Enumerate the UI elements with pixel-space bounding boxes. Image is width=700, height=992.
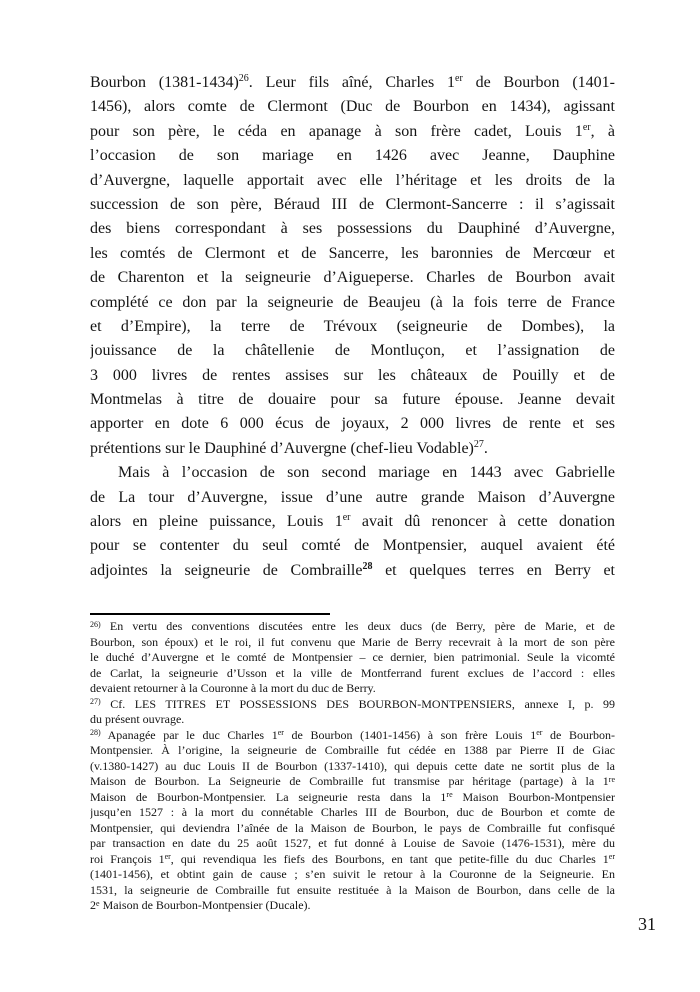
- superscript-reference: re: [608, 774, 615, 784]
- text-run: de La tour d’Auvergne, issue d’une autre grande Maison d’Auvergne: [90, 488, 615, 506]
- text-run: d’Auvergne, laquelle apportait avec elle l’héritage et les droits de la: [90, 171, 615, 189]
- body-text-line: [90, 71, 615, 95]
- footnote-text-line: [90, 790, 615, 806]
- text-run: Maison de Bourbon-Montpensier. La seigneurie resta dans la 1: [90, 789, 447, 804]
- body-text-line: [90, 217, 615, 241]
- superscript-reference: er: [455, 73, 463, 84]
- footnote-text-line: [90, 650, 615, 666]
- superscript-reference: 26): [90, 619, 101, 629]
- text-run: succession de son père, Béraud III de Clermont-Sancerre : il s’agissait: [90, 195, 615, 213]
- superscript-reference: e: [96, 898, 100, 908]
- text-run: Montmelas à titre de douaire pour sa future épouse. Jeanne devait: [90, 391, 615, 409]
- superscript-reference: 27): [90, 697, 101, 706]
- text-run: complété ce don par la seigneurie de Beaujeu (à la fois terre de France: [90, 293, 615, 311]
- body-text-line: [90, 461, 615, 485]
- body-text-line: [90, 486, 615, 510]
- footnote-text-line: [90, 759, 615, 775]
- text-run: Mais à l’occasion de son second mariage en 1443 avec Gabrielle: [118, 464, 615, 482]
- text-run: de Charenton et la seigneurie d’Aigueperse. Charles de Bourbon avait: [90, 269, 615, 287]
- body-text-line: [90, 315, 615, 339]
- footnote-text-line: [90, 743, 615, 759]
- page-number: 31: [638, 914, 656, 934]
- text-run: Maison Bourbon-Montpensier: [452, 789, 615, 804]
- body-text-line: [90, 364, 615, 388]
- text-run: , à: [590, 122, 615, 140]
- footnote-text-line: [90, 805, 615, 821]
- text-run: alors en pleine puissance, Louis 1: [90, 513, 343, 531]
- body-text-line: [90, 412, 615, 436]
- text-run: le duché d’Auvergne et le comté de Montpensier – ce dernier, bien patrimonial. Seule la vicomté: [90, 650, 615, 664]
- body-text-line: [90, 95, 615, 119]
- footnote-text-line: [90, 836, 615, 852]
- footnote-text-line: [90, 635, 615, 651]
- body-text-line: [90, 193, 615, 217]
- text-run: Maison de Bourbon-Montpensier (Ducale).: [99, 898, 311, 912]
- footnote-text-line: [90, 697, 615, 713]
- text-run: avait dû renoncer à cette donation: [350, 513, 615, 531]
- footnote-text-line: [90, 681, 615, 697]
- superscript-reference: er: [536, 728, 543, 737]
- superscript-reference: er: [164, 852, 171, 861]
- text-run: de Carlat, la seigneurie d’Usson et la ville de Montferrand furent exclues de l’accord : elles: [90, 665, 615, 680]
- text-run: 1531, la seigneurie de Combraille fut ensuite restituée à la Maison de Bourbon, dans celle de la: [90, 882, 615, 897]
- text-run: .: [483, 439, 488, 457]
- text-run: jouissance de la châtellenie de Montluçon, et l’assignation de: [90, 342, 615, 360]
- text-run: prétentions sur le Dauphiné d’Auvergne (chef-lieu Vodable): [90, 439, 474, 457]
- text-run: jusqu’en 1527 : à la mort du connétable Charles III de Bourbon, duc de Bourbon et comte de: [90, 805, 615, 819]
- text-run: 2: [90, 898, 96, 912]
- body-text-line: [90, 120, 615, 144]
- body-text-line: [90, 534, 615, 558]
- text-run: En vertu des conventions discutées entre les deux ducs (de Berry, père de Marie, et de: [100, 619, 615, 633]
- text-run: Maison de Bourbon. La Seigneurie de Combraille fut transmise par héritage (partage) à la 1: [90, 774, 609, 788]
- text-run: les comtés de Clermont et de Sancerre, les baronnies de Mercœur et: [90, 244, 615, 262]
- text-run: devaient retourner à la Couronne à la mort du duc de Berry.: [90, 681, 376, 695]
- superscript-reference: 28: [362, 560, 373, 572]
- body-text-line: [90, 437, 615, 461]
- footnote-text-line: [90, 774, 615, 790]
- body-text-line: [90, 559, 615, 583]
- body-text-line: [90, 388, 615, 412]
- footnote-text-line: [90, 898, 615, 914]
- text-run: 3 000 livres de rentes assises sur les châteaux de Pouilly et de: [90, 366, 615, 384]
- footnote-text-line: [90, 852, 615, 868]
- footnote-text-line: [90, 883, 615, 899]
- superscript-reference: er: [582, 121, 591, 133]
- text-run: pour son père, le céda en apanage à son frère cadet, Louis 1: [90, 122, 583, 140]
- text-run: (1401-1456), et obtint gain de cause ; s’en suivit le retour à la Couronne de la Seigneurie. En: [90, 867, 615, 881]
- text-run: l’occasion de son mariage en 1426 avec Jeanne, Dauphine: [90, 147, 615, 165]
- footnote-separator: [90, 613, 330, 615]
- text-run: Bourbon (1381-1434): [90, 74, 239, 91]
- footnote-text-line: [90, 666, 615, 682]
- text-run: pour se contenter du seul comté de Montpensier, auquel avaient été: [90, 537, 615, 555]
- body-text: [90, 71, 615, 583]
- text-run: adjointes la seigneurie de Combraille: [90, 561, 363, 579]
- body-text-line: [90, 339, 615, 363]
- text-run: par transaction en date du 25 août 1527, et fut donné à Louise de Savoie (1476-1531), mère du: [90, 836, 615, 850]
- superscript-reference: er: [342, 512, 351, 524]
- superscript-reference: 26: [238, 73, 249, 84]
- text-run: (v.1380-1427) au duc Louis II de Bourbon (1337-1410), qui depuis cette date ne sortit plus de la: [90, 758, 615, 773]
- footnotes: [90, 619, 615, 914]
- superscript-reference: er: [277, 728, 284, 737]
- footnote-text-line: [90, 712, 615, 728]
- body-text-line: [90, 242, 615, 266]
- body-text-line: [90, 266, 615, 290]
- footnote-text-line: [90, 821, 615, 837]
- body-text-line: [90, 144, 615, 168]
- superscript-reference: re: [446, 790, 453, 799]
- superscript-reference: 28): [90, 728, 101, 737]
- text-run: Cf. LES TITRES ET POSSESSIONS DES BOURBON-MONTPENSIERS, annexe I, p. 99: [100, 696, 615, 711]
- text-run: roi François 1: [90, 851, 165, 866]
- text-run: du présent ouvrage.: [90, 712, 185, 726]
- text-run: et d’Empire), la terre de Trévoux (seigneurie de Dombes), la: [90, 317, 615, 335]
- footnote-text-line: [90, 867, 615, 883]
- text-run: des biens correspondant à ses possessions du Dauphiné d’Auvergne,: [90, 220, 615, 238]
- text-run: 1456), alors comte de Clermont (Duc de Bourbon en 1434), agissant: [90, 98, 615, 116]
- text-run: Montpensier, qui deviendra l’aînée de la Maison de Bourbon, le pays de Combraille fut confisqué: [90, 820, 615, 835]
- body-text-line: [90, 169, 615, 193]
- footnote-text-line: [90, 619, 615, 635]
- text-run: de Bourbon (1401-: [462, 74, 615, 91]
- text-run: Bourbon, son époux) et le roi, il fut convenu que Marie de Berry recevrait à la mort de son père: [90, 634, 615, 649]
- text-run: . Leur fils aîné, Charles 1: [248, 74, 456, 91]
- text-run: apporter en dote 6 000 écus de joyaux, 2 000 livres de rente et ses: [90, 415, 615, 433]
- text-run: Apanagée par le duc Charles 1: [100, 727, 278, 742]
- body-text-line: [90, 510, 615, 534]
- body-text-line: [90, 291, 615, 315]
- text-run: Montpensier. À l’origine, la seigneurie de Combraille fut cédée en 1388 par Pierre II de Giac: [90, 743, 615, 757]
- text-run: , qui revendiqua les fiefs des Bourbons, en tant que petite-fille du duc Charles 1: [170, 851, 609, 866]
- text-run: de Bourbon (1401-1456) à son frère Louis 1: [283, 727, 537, 742]
- text-run: et quelques terres en Berry et: [372, 561, 615, 579]
- text-run: de Bourbon-: [542, 727, 615, 742]
- footnote-text-line: [90, 728, 615, 744]
- superscript-reference: er: [608, 852, 615, 861]
- superscript-reference: 27: [473, 438, 484, 450]
